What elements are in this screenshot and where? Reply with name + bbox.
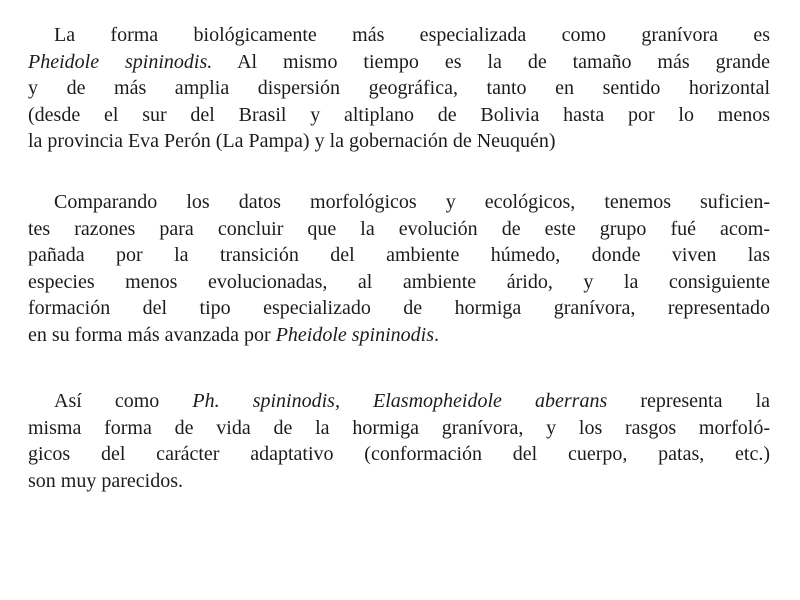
- paragraph-2: [28, 189, 770, 348]
- text-line: [28, 216, 770, 243]
- text-segment: (desde el sur del Brasil y altiplano de Bolivia hasta por lo menos: [28, 103, 770, 126]
- text-line: [28, 322, 770, 349]
- text-line: [28, 468, 770, 495]
- text-line: [28, 128, 770, 155]
- text-segment: formación del tipo especializado de hormiga granívora, representado: [28, 297, 770, 319]
- text-line: [28, 189, 770, 216]
- text-segment: Así como: [54, 390, 193, 412]
- text-segment: son muy parecidos.: [28, 469, 183, 492]
- text-segment: Comparando los datos morfológicos y ecológicos, tenemos suficien-: [54, 191, 770, 213]
- text-line: [28, 75, 770, 102]
- text-segment: y de más amplia dispersión geográfica, tanto en sentido horizontal: [28, 77, 770, 99]
- text-segment: representa la: [607, 390, 771, 412]
- paragraph-1: [28, 22, 770, 155]
- text-line: [28, 415, 770, 442]
- text-segment: Al mismo tiempo es la de tamaño más grande: [212, 50, 770, 73]
- text-segment: La forma biológicamente más especializada como granívora es: [54, 24, 770, 46]
- text-line: [28, 388, 770, 415]
- italic-species-name: Pheidole spininodis.: [28, 50, 213, 73]
- text-segment: en su forma más avanzada por: [28, 323, 276, 346]
- text-line: [28, 102, 770, 129]
- italic-species-name: Pheidole spininodis: [275, 323, 435, 346]
- text-segment: misma forma de vida de la hormiga granívora, y los rasgos morfoló-: [28, 416, 770, 439]
- text-segment: pañada por la transición del ambiente húmedo, donde viven las: [28, 244, 770, 266]
- text-segment: la provincia Eva Perón (La Pampa) y la gobernación de Neuquén): [28, 130, 556, 152]
- text-segment: tes razones para concluir que la evolución de este grupo fué acom-: [28, 217, 770, 240]
- text-line: [28, 242, 770, 269]
- text-line: [28, 49, 770, 76]
- paragraph-3: [28, 388, 770, 494]
- text-line: [28, 295, 770, 322]
- italic-species-name: Ph. spininodis, Elasmopheidole aberrans: [192, 390, 608, 412]
- text-segment: gicos del carácter adaptativo (conformación del cuerpo, patas, etc.): [28, 443, 770, 465]
- text-segment: .: [434, 323, 440, 346]
- text-line: [28, 441, 770, 468]
- text-line: [28, 269, 770, 296]
- text-segment: especies menos evolucionadas, al ambiente árido, y la consiguiente: [28, 270, 770, 293]
- text-line: [28, 22, 770, 49]
